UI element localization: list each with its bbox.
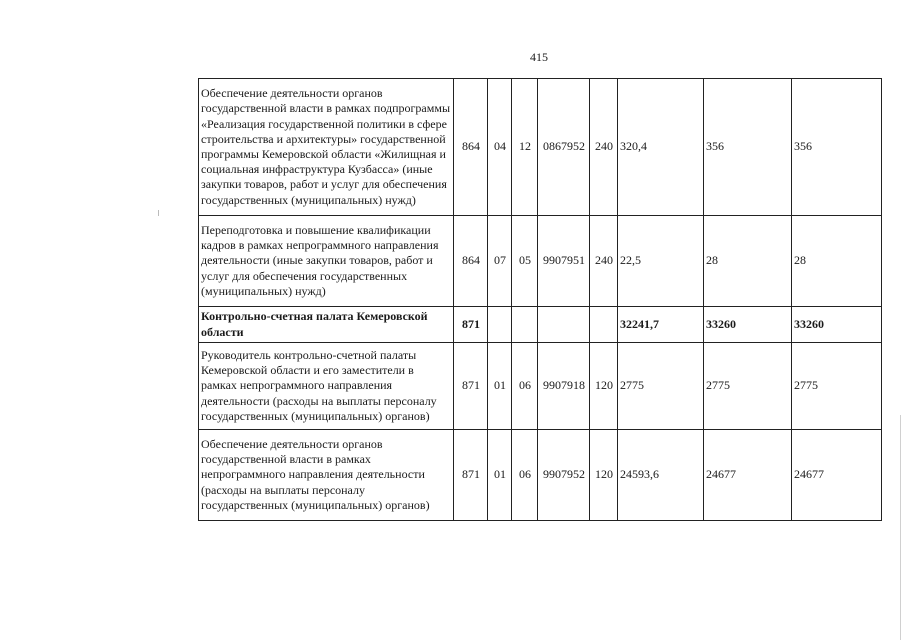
scan-mark — [158, 210, 159, 216]
article-code: 9907951 — [538, 216, 590, 307]
ministry-code: 864 — [454, 216, 488, 307]
section-code — [488, 307, 512, 343]
amount-year-1: 22,5 — [618, 216, 704, 307]
row-description: Руководитель контрольно-счетной палаты Кемеровской области и его заместители в рамках непрограммного направления деятельности (расходы на выплаты персоналу государственных (муниципальных) органов) — [199, 343, 454, 430]
scan-edge-line — [900, 415, 901, 640]
amount-year-1: 320,4 — [618, 79, 704, 216]
amount-year-2: 28 — [704, 216, 792, 307]
row-description: Обеспечение деятельности органов государственной власти в рамках подпрограммы «Реализация государственной политики в сфере строительства и архитектуры» государственной программы Кемеровской области «Жилищная и социальная инфраструктура Кузбасса» (иные закупки товаров, работ и услуг для обеспечения государственных (муниципальных) нужд) — [199, 79, 454, 216]
table-row — [199, 430, 882, 521]
amount-year-3: 2775 — [792, 343, 882, 430]
amount-year-1: 2775 — [618, 343, 704, 430]
subsection-code: 06 — [512, 430, 538, 521]
subsection-code — [512, 307, 538, 343]
section-code: 01 — [488, 343, 512, 430]
article-code: 0867952 — [538, 79, 590, 216]
amount-year-1: 32241,7 — [618, 307, 704, 343]
row-description: Контрольно-счетная палата Кемеровской области — [199, 307, 454, 343]
article-code: 9907918 — [538, 343, 590, 430]
table-row — [199, 79, 882, 216]
table-row — [199, 216, 882, 307]
expense-type-code — [590, 307, 618, 343]
article-code — [538, 307, 590, 343]
table-row — [199, 343, 882, 430]
section-code: 01 — [488, 430, 512, 521]
subsection-code: 05 — [512, 216, 538, 307]
section-code: 07 — [488, 216, 512, 307]
amount-year-2: 356 — [704, 79, 792, 216]
amount-year-3: 356 — [792, 79, 882, 216]
amount-year-3: 33260 — [792, 307, 882, 343]
article-code: 9907952 — [538, 430, 590, 521]
subsection-code: 06 — [512, 343, 538, 430]
amount-year-1: 24593,6 — [618, 430, 704, 521]
subsection-code: 12 — [512, 79, 538, 216]
amount-year-3: 28 — [792, 216, 882, 307]
amount-year-2: 33260 — [704, 307, 792, 343]
expense-type-code: 120 — [590, 430, 618, 521]
expense-type-code: 240 — [590, 79, 618, 216]
table-body — [199, 79, 882, 521]
budget-table — [198, 78, 882, 521]
ministry-code: 871 — [454, 343, 488, 430]
ministry-code: 871 — [454, 430, 488, 521]
section-code: 04 — [488, 79, 512, 216]
table-row — [199, 307, 882, 343]
ministry-code: 864 — [454, 79, 488, 216]
amount-year-2: 24677 — [704, 430, 792, 521]
expense-type-code: 120 — [590, 343, 618, 430]
expense-type-code: 240 — [590, 216, 618, 307]
amount-year-3: 24677 — [792, 430, 882, 521]
row-description: Обеспечение деятельности органов государственной власти в рамках непрограммного направления деятельности (расходы на выплаты персоналу государственных (муниципальных) органов) — [199, 430, 454, 521]
row-description: Переподготовка и повышение квалификации кадров в рамках непрограммного направления деятельности (иные закупки товаров, работ и услуг для обеспечения государственных (муниципальных) нужд) — [199, 216, 454, 307]
amount-year-2: 2775 — [704, 343, 792, 430]
ministry-code: 871 — [454, 307, 488, 343]
page-number: 415 — [530, 50, 548, 64]
